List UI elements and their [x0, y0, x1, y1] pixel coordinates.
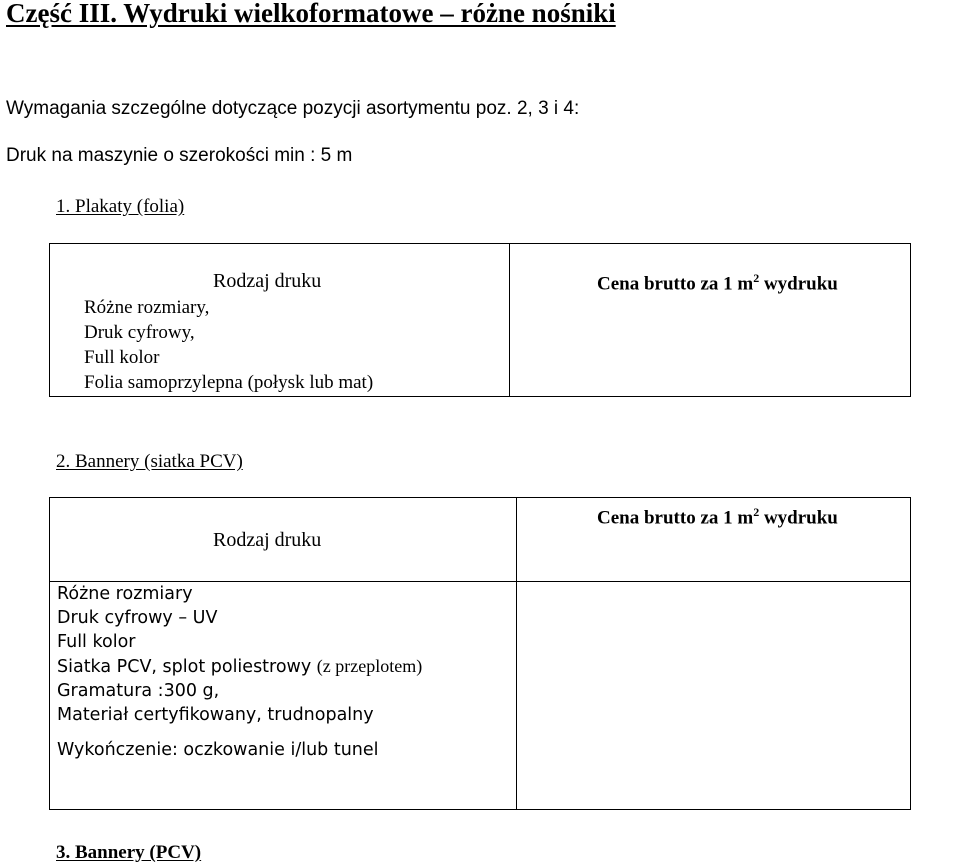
- item3-heading: 3. Bannery (PCV): [56, 842, 202, 863]
- item1-line: Druk cyfrowy,: [84, 322, 195, 343]
- item1-line: Full kolor: [84, 347, 160, 368]
- item2-line: Różne rozmiary: [57, 584, 193, 604]
- item2-line-4: [57, 656, 422, 677]
- item2-table-divider: [516, 497, 517, 810]
- item2-line: Materiał certyfikowany, trudnopalny: [57, 705, 374, 725]
- item2-line: Wykończenie: oczkowanie i/lub tunel: [57, 740, 379, 760]
- item2-price-sup: 2: [753, 505, 760, 519]
- item2-line: Gramatura :300 g,: [57, 681, 220, 701]
- item2-line: Full kolor: [57, 632, 136, 652]
- item1-line: Różne rozmiary,: [84, 297, 210, 318]
- item2-line-text: Siatka PCV, splot poliestrowy: [57, 657, 317, 677]
- item2-table-row-divider: [49, 581, 911, 582]
- section-title: Część III. Wydruki wielkoformatowe – różne nośniki: [6, 0, 616, 28]
- item1-price-header: [597, 271, 838, 295]
- item2-line-note: (z przeplotem): [316, 656, 423, 676]
- item2-heading: 2. Bannery (siatka PCV): [56, 451, 243, 472]
- item1-price-suffix: wydruku: [759, 273, 838, 295]
- item1-price-sup: 2: [753, 271, 760, 285]
- item1-col-header: Rodzaj druku: [213, 270, 322, 292]
- item2-table: [49, 497, 911, 810]
- item1-line: Folia samoprzylepna (połysk lub mat): [84, 372, 374, 393]
- item1-price-text: Cena brutto za 1 m: [597, 273, 754, 295]
- item1-table-divider: [509, 243, 510, 397]
- item1-heading: 1. Plakaty (folia): [56, 196, 185, 217]
- item2-price-suffix: wydruku: [759, 507, 838, 529]
- requirements-line-1: Wymagania szczególne dotyczące pozycji asortymentu poz. 2, 3 i 4:: [6, 98, 580, 119]
- item2-price-text: Cena brutto za 1 m: [597, 507, 754, 529]
- requirements-line-2: Druk na maszynie o szerokości min : 5 m: [6, 145, 353, 166]
- item2-col-header: Rodzaj druku: [213, 529, 322, 551]
- item2-price-header: [597, 505, 838, 529]
- item2-line: Druk cyfrowy – UV: [57, 608, 218, 628]
